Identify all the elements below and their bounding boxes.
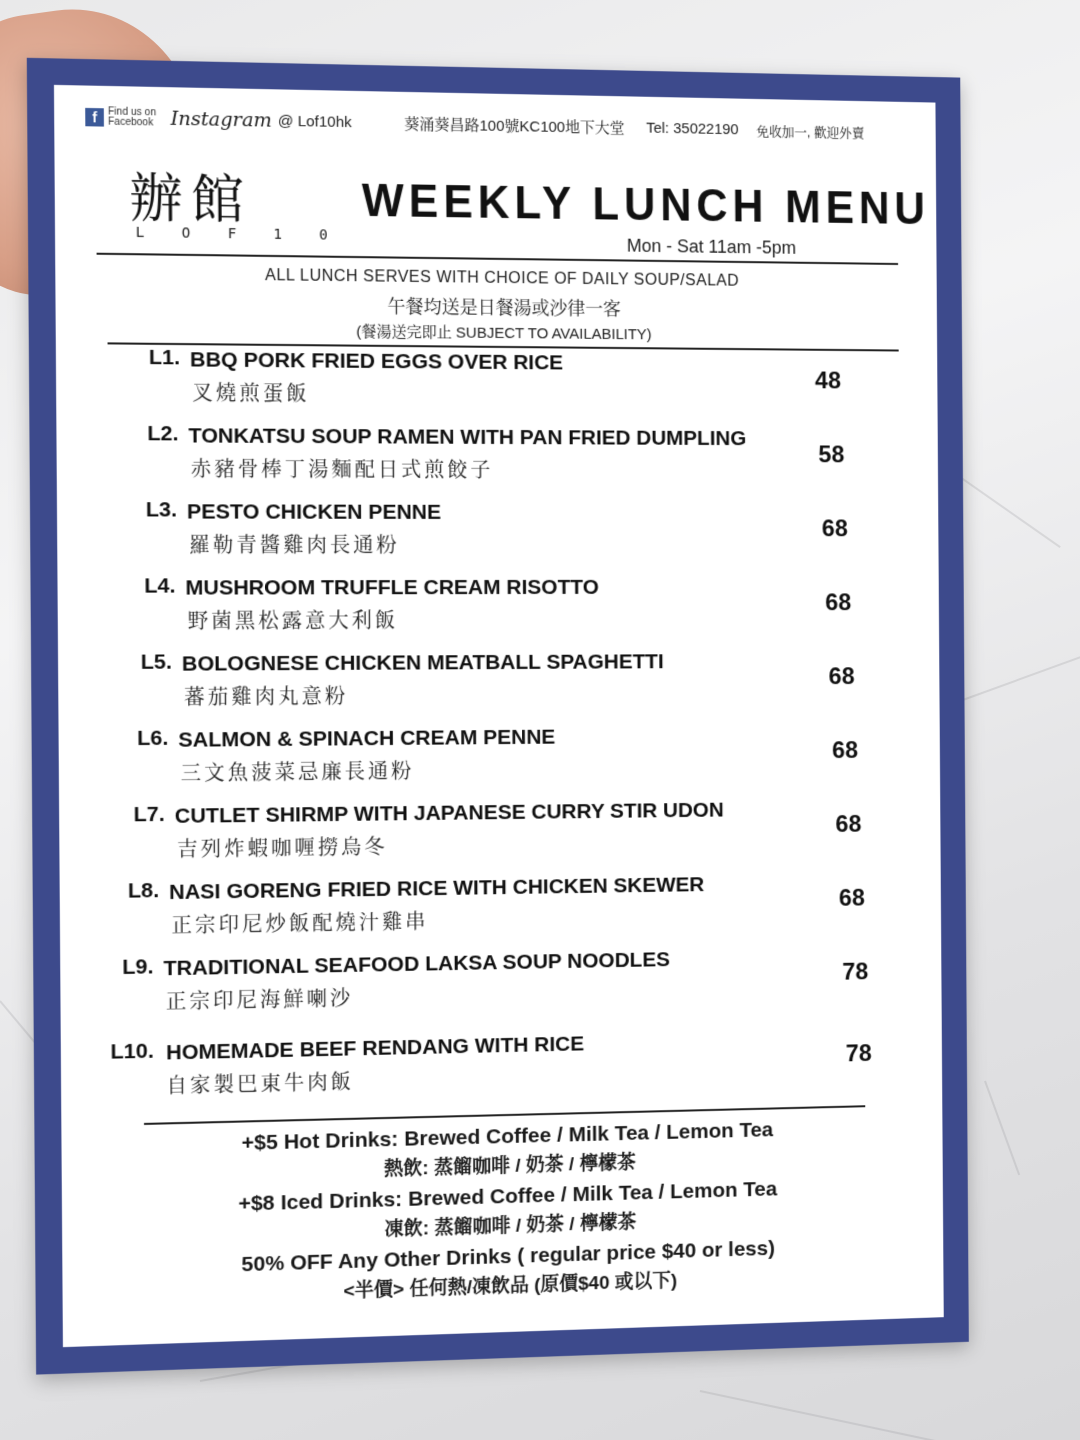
item-chinese-name: 羅勒青醬雞肉長通粉: [189, 532, 400, 558]
item-name: TRADITIONAL SEAFOOD LAKSA SOUP NOODLES: [163, 948, 670, 981]
item-chinese-name: 正宗印尼海鮮喇沙: [165, 985, 354, 1014]
item-name: TONKATSU SOUP RAMEN WITH PAN FRIED DUMPLING: [188, 424, 747, 451]
item-code: L1.: [148, 345, 181, 370]
menu-item: [89, 574, 901, 651]
item-code: L6.: [137, 726, 169, 751]
item-chinese-name: 叉燒煎蛋飯: [192, 380, 310, 406]
item-price: 48: [814, 367, 841, 395]
availability-note: (餐湯送完即止 SUBJECT TO AVAILABILITY): [356, 323, 652, 344]
menu-item: [90, 795, 902, 880]
item-chinese-name: 野菌黑松露意大利飯: [187, 608, 399, 634]
item-chinese-name: 蕃茄雞肉丸意粉: [184, 683, 349, 710]
contact-bar: [85, 102, 907, 147]
drinks-offer-en: 50% OFF Any Other Drinks ( regular price $40 or less): [241, 1236, 775, 1277]
item-chinese-name: 赤豬骨棒丁湯麵配日式煎餃子: [190, 456, 494, 482]
menu-item: [88, 498, 900, 574]
item-chinese-name: 吉列炸蝦咖喱撈烏冬: [176, 834, 388, 862]
menu-item: [91, 868, 903, 956]
hot-drinks-cn: 熱飲: 蒸餾咖啡 / 奶茶 / 檸檬茶: [384, 1152, 636, 1181]
item-name: MUSHROOM TRUFFLE CREAM RISOTTO: [185, 575, 599, 600]
instagram-handle: @ Lof10hk: [277, 112, 352, 131]
soup-note-en: ALL LUNCH SERVES WITH CHOICE OF DAILY SOUP/SALAD: [264, 266, 740, 290]
item-chinese-name: 自家製巴東牛肉飯: [166, 1069, 354, 1099]
instagram-label: Instagram: [170, 107, 272, 132]
tagline: 免收加一, 歡迎外賣: [756, 123, 865, 141]
menu-item: [89, 647, 901, 727]
item-code: L10.: [110, 1039, 154, 1064]
item-name: BBQ PORK FRIED EGGS OVER RICE: [189, 348, 564, 375]
item-price: 68: [821, 515, 848, 543]
item-name: CUTLET SHIRMP WITH JAPANESE CURRY STIR UDON: [174, 798, 724, 828]
item-price: 68: [832, 737, 859, 764]
menu-item: [92, 1024, 904, 1117]
item-name: NASI GORENG FRIED RICE WITH CHICKEN SKEWER: [169, 873, 705, 905]
item-chinese-name: 正宗印尼炒飯配燒汁雞串: [171, 909, 429, 938]
menu-title: WEEKLY LUNCH MENU: [361, 174, 930, 235]
address: 葵涌葵昌路100號KC100地下大堂: [404, 115, 625, 137]
drinks-offer-cn: <半價> 任何熱/凍飲品 (原價$40 或以下): [343, 1270, 678, 1303]
iced-drinks-en: +$8 Iced Drinks: Brewed Coffee / Milk Tea / Lemon Tea: [238, 1177, 778, 1216]
item-code: L5.: [140, 650, 173, 674]
menu-item: [91, 942, 903, 1032]
menu-item: [90, 721, 902, 803]
item-chinese-name: 三文魚菠菜忌廉長通粉: [180, 758, 415, 786]
iced-drinks-cn: 凍飲: 蒸餾咖啡 / 奶茶 / 檸檬茶: [384, 1212, 637, 1241]
hot-drinks-en: +$5 Hot Drinks: Brewed Coffee / Milk Tea / Lemon Tea: [241, 1118, 774, 1155]
item-price: 68: [828, 663, 855, 691]
item-code: L3.: [145, 498, 178, 522]
drinks-section: [61, 1111, 943, 1316]
item-price: 78: [842, 958, 869, 986]
item-code: L2.: [147, 421, 179, 446]
item-code: L8.: [127, 878, 160, 903]
logo-english: L O F 1 0: [135, 224, 342, 244]
item-code: L4.: [144, 574, 176, 598]
opening-hours: Mon - Sat 11am -5pm: [626, 235, 797, 258]
menu-sheet: [27, 58, 969, 1375]
logo-chinese: 辦館: [129, 168, 253, 232]
soup-note-cn: 午餐均送是日餐湯或沙律一客: [387, 296, 621, 320]
item-price: 78: [845, 1040, 872, 1068]
item-code: L7.: [133, 802, 165, 827]
facebook-label: Find us on Facebook: [107, 106, 157, 129]
item-price: 68: [835, 810, 862, 838]
menu-inner: [54, 85, 944, 1347]
item-name: BOLOGNESE CHICKEN MEATBALL SPAGHETTI: [181, 650, 664, 676]
item-code: L9.: [122, 955, 154, 980]
item-price: 68: [825, 589, 852, 617]
item-price: 68: [838, 884, 865, 912]
item-name: HOMEMADE BEEF RENDANG WITH RICE: [166, 1032, 585, 1065]
item-name: PESTO CHICKEN PENNE: [186, 500, 442, 524]
telephone: Tel: 35022190: [646, 119, 739, 138]
facebook-icon: f: [85, 108, 104, 127]
menu-item: [87, 422, 899, 500]
item-price: 58: [818, 441, 845, 469]
item-name: SALMON & SPINACH CREAM PENNE: [178, 725, 556, 752]
menu-item: [87, 345, 899, 426]
menu-items: [87, 345, 904, 1117]
